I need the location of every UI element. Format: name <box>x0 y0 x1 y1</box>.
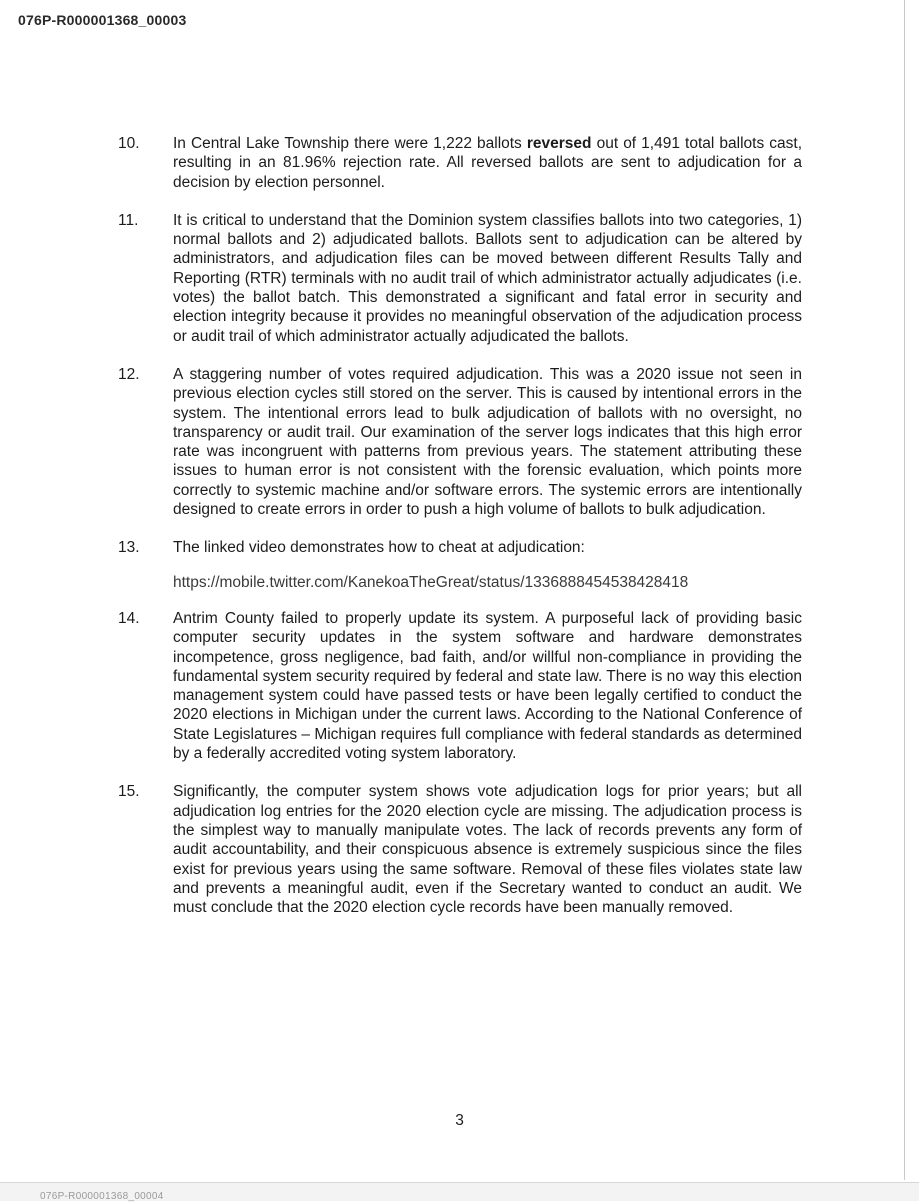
text-segment: out of 1,491 total ballots cast, resulting in an 81.96% rejection rate. All reversed ballots are sent to adjudication for a decision by election personnel. <box>173 135 802 191</box>
paragraph-number: 12. <box>118 365 140 383</box>
video-link[interactable]: https://mobile.twitter.com/KanekoaTheGreat/status/1336888454538428418 <box>173 573 689 591</box>
paragraph-text: It is critical to understand that the Dominion system classifies ballots into two categories, 1) normal ballots and 2) adjudicated ballots. Ballots sent to adjudication can be altered by administrators, and adjudication files can be moved between different Results Tally and Reporting (RTR) terminals with no audit trail of which administrator actually adjudicates (i.e. votes) the ballot batch. This demonstrated a significant and fatal error in security and election integrity because it provides no meaningful observation of the adjudication process or audit trail of which administrator actually adjudicated the ballots. <box>173 211 802 345</box>
paragraph-number: 11. <box>118 211 139 229</box>
next-page-edge <box>0 1182 919 1201</box>
bold-term: reversed <box>526 135 592 152</box>
paragraph-13 <box>118 538 802 557</box>
document-id: 076P-R000001368_00003 <box>18 12 187 28</box>
paragraph-text <box>173 134 802 192</box>
paragraph-number: 15. <box>118 783 140 801</box>
paragraph-text: Antrim County failed to properly update its system. A purposeful lack of providing basic computer security updates in the system software and hardware demonstrates incompetence, gross negligence, bad faith, and/or willful non-compliance in providing the fundamental system security required by federal and state law. There is no way this election management system could have passed tests or have been legally certified to conduct the 2020 elections in Michigan under the current laws. According to the National Conference of State Legislatures – Michigan requires full compliance with federal standards as determined by a federally accredited voting system laboratory. <box>173 609 802 763</box>
paragraph-11 <box>118 211 802 346</box>
paragraph-text: The linked video demonstrates how to cheat at adjudication: <box>173 539 585 557</box>
page-number: 3 <box>455 1112 464 1129</box>
paragraph-text: Significantly, the computer system shows vote adjudication logs for prior years; but all adjudication log entries for the 2020 election cycle are missing. The adjudication process is the simplest way to manually manipulate votes. The lack of records prevents any form of audit accountability, and their conspicuous absence is extremely suspicious since the files exist for previous years using the same software. Removal of these files violates state law and prevents a meaningful audit, even if the Secretary wanted to conduct an audit. We must conclude that the 2020 election cycle records have been manually removed. <box>173 783 802 917</box>
paragraph-14 <box>118 609 802 763</box>
paragraph-12 <box>118 365 802 519</box>
paragraph-text: A staggering number of votes required adjudication. This was a 2020 issue not seen in previous election cycles still stored on the server. This is caused by intentional errors in the system. The intentional errors lead to bulk adjudication of ballots with no oversight, no transparency or audit trail. Our examination of the server logs indicates that this high error rate was incongruent with patterns from previous years. The statement attributing these issues to human error is not consistent with the forensic evaluation, which points more correctly to systemic machine and/or software errors. The systemic errors are intentionally designed to create errors in order to push a high volume of ballots to bulk adjudication. <box>173 365 802 519</box>
paragraph-number: 14. <box>118 609 140 627</box>
paragraph-15 <box>118 782 802 917</box>
document-body <box>118 134 802 936</box>
video-link-line <box>173 573 802 592</box>
text-segment: In Central Lake Township there were 1,222 ballots <box>173 135 527 152</box>
paragraph-10 <box>118 134 802 192</box>
paragraph-number: 10. <box>118 135 140 152</box>
page-edge-line <box>904 0 905 1180</box>
next-page-id: 076P-R000001368_00004 <box>40 1191 164 1202</box>
paragraph-number: 13. <box>118 539 140 557</box>
